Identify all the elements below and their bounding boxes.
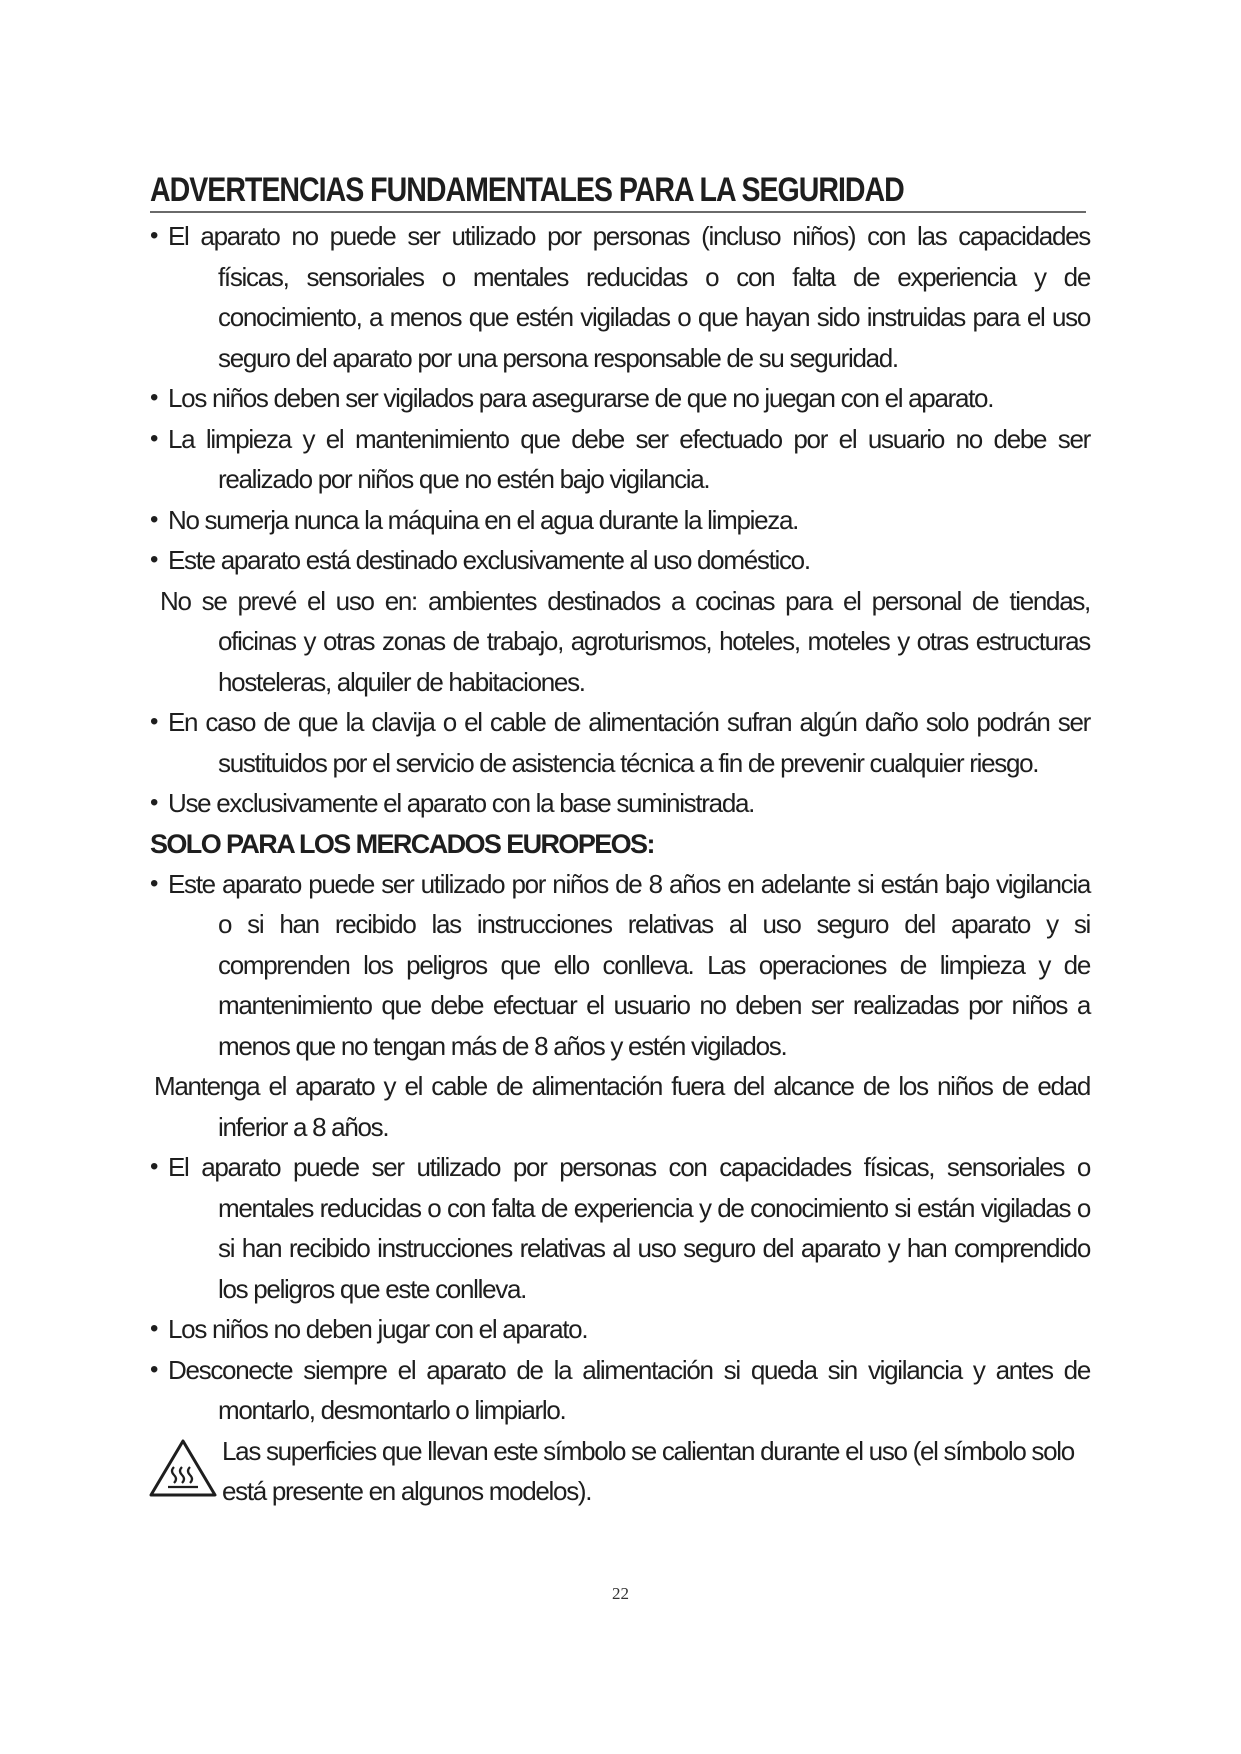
list-item: • El aparato puede ser utilizado por personas con capacidades físicas, sensoriales o mentales reducidas o con falta de experiencia y de conocimiento si están vigiladas o si han recibido instrucciones relativas al uso seguro del aparato y han comprendido los peligros que este conlleva. [150, 1147, 1090, 1309]
page-title: ADVERTENCIAS FUNDAMENTALES PARA LA SEGURIDAD [150, 171, 904, 209]
eu-markets-heading: SOLO PARA LOS MERCADOS EUROPEOS: [150, 828, 654, 859]
domestic-use-note: No se prevé el uso en: ambientes destinados a cocinas para el personal de tiendas, oficinas y otras zonas de trabajo, agroturismos, hoteles, moteles y otras estructuras hosteleras, alquiler de habitaciones. [160, 585, 1090, 697]
list-item: • La limpieza y el mantenimiento que debe ser efectuado por el usuario no debe ser realizado por niños que no estén bajo vigilancia. [150, 419, 1090, 500]
page-number: 22 [612, 1584, 629, 1603]
children-age-note: Mantenga el aparato y el cable de alimentación fuera del alcance de los niños de edad inferior a 8 años. [154, 1071, 1090, 1142]
list-item: • Desconecte siempre el aparato de la alimentación si queda sin vigilancia y antes de montarlo, desmontarlo o limpiarlo. [150, 1350, 1090, 1431]
list-item: • Este aparato está destinado exclusivamente al uso doméstico. [150, 540, 1090, 581]
list-item: • Los niños deben ser vigilados para asegurarse de que no juegan con el aparato. [150, 378, 1090, 419]
safety-content [150, 216, 1090, 1512]
list-item: • Los niños no deben jugar con el aparato. [150, 1309, 1090, 1350]
list-item: • Use exclusivamente el aparato con la base suministrada. [150, 783, 1090, 824]
title-divider [150, 211, 1086, 213]
list-item: • No sumerja nunca la máquina en el agua durante la limpieza. [150, 500, 1090, 541]
list-item: • El aparato no puede ser utilizado por personas (incluso niños) con las capacidades físicas, sensoriales o mentales reducidas o con falta de experiencia y de conocimiento, a menos que estén vigiladas o que hayan sido instruidas para el uso seguro del aparato por una persona responsable de su seguridad. [150, 216, 1090, 378]
hot-surface-note: Las superficies que llevan este símbolo se calientan durante el uso (el símbolo solo está presente en algunos modelos). [150, 1431, 1090, 1512]
hot-surface-warning-icon [148, 1437, 218, 1499]
list-item: • En caso de que la clavija o el cable de alimentación sufran algún daño solo podrán ser sustituidos por el servicio de asistencia técnica a fin de prevenir cualquier riesgo. [150, 702, 1090, 783]
list-item: • Este aparato puede ser utilizado por niños de 8 años en adelante si están bajo vigilancia o si han recibido las instrucciones relativas al uso seguro del aparato y si comprenden los peligros que ello conlleva. Las operaciones de limpieza y de mantenimiento que debe efectuar el usuario no deben ser realizadas por niños a menos que no tengan más de 8 años y estén vigilados. [150, 864, 1090, 1067]
